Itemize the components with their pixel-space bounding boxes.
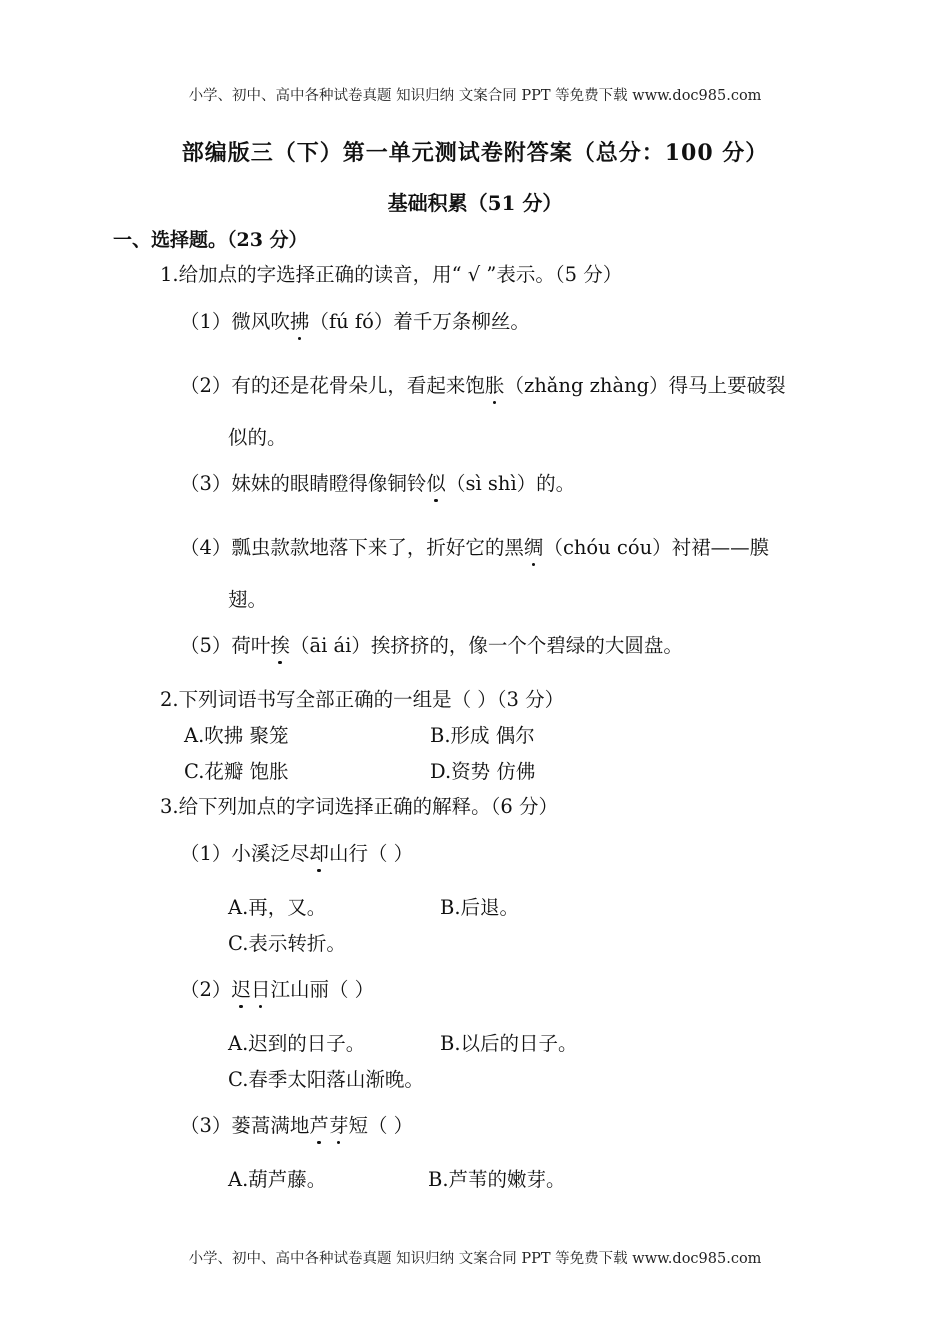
sub-3-option-a: A.葫芦藤。 [228, 1168, 327, 1191]
sub-1-option-b: B.后退。 [440, 896, 520, 919]
question-3-sub-1: （1）小溪泛尽却山行（ ） [180, 842, 414, 865]
dotted-char: 却 [309, 842, 329, 865]
dotted-char: 迟 [231, 978, 251, 1001]
sub-1-option-c: C.表示转折。 [228, 932, 346, 955]
sub-3-option-b: B.芦苇的嫩芽。 [428, 1168, 566, 1191]
dotted-char: 日 [250, 978, 271, 1001]
sub-2-option-a: A.迟到的日子。 [228, 1032, 366, 1055]
question-1-stem: 1.给加点的字选择正确的读音，用“ √ ”表示。（5 分） [160, 263, 623, 286]
sub-1-option-a: A.再，又。 [228, 896, 327, 919]
question-1-item-5: （5）荷叶挨（āi ái）挨挤挤的，像一个个碧绿的大圆盘。 [180, 634, 683, 657]
question-1-item-4-cont: 翅。 [228, 588, 268, 611]
dotted-char: 绸 [523, 536, 544, 559]
section-heading: 一、选择题。（23 分） [113, 229, 308, 251]
dotted-char: 芽 [328, 1114, 349, 1137]
question-1-item-2-cont: 似的。 [228, 426, 287, 449]
question-1-item-4: （4）瓢虫款款地落下来了，折好它的黑绸（chóu cóu）衬裙——膜 [180, 536, 770, 559]
section-subtitle: 基础积累（51 分） [387, 191, 563, 215]
question-3-stem: 3.给下列加点的字词选择正确的解释。（6 分） [160, 795, 558, 818]
option-d: D.资势 仿佛 [430, 760, 536, 783]
question-1-item-1: （1）微风吹拂（fú fó）着千万条柳丝。 [180, 310, 530, 333]
question-2-stem: 2.下列词语书写全部正确的一组是（ ）（3 分） [160, 688, 565, 711]
dotted-char: 似 [426, 472, 446, 495]
question-1-item-2: （2）有的还是花骨朵儿，看起来饱胀（zhǎng zhàng）得马上要破裂 [180, 374, 786, 397]
page-footer: 小学、初中、高中各种试卷真题 知识归纳 文案合同 PPT 等免费下载 www.doc985.com [188, 1251, 762, 1267]
page-header: 小学、初中、高中各种试卷真题 知识归纳 文案合同 PPT 等免费下载 www.doc985.com [188, 88, 762, 104]
sub-2-option-c: C.春季太阳落山渐晚。 [228, 1068, 424, 1091]
question-3-sub-3: （3）蒌蒿满地芦芽短（ ） [180, 1114, 414, 1137]
page-title: 部编版三（下）第一单元测试卷附答案（总分：100 分） [181, 140, 769, 166]
dotted-char: 芦 [309, 1114, 329, 1137]
option-b: B.形成 偶尔 [430, 724, 535, 747]
option-a: A.吹拂 聚笼 [184, 724, 289, 747]
question-1-item-3: （3）妹妹的眼睛瞪得像铜铃似（sì shì）的。 [180, 472, 576, 495]
sub-2-option-b: B.以后的日子。 [440, 1032, 578, 1055]
question-3-sub-2: （2）迟日江山丽（ ） [180, 978, 375, 1001]
option-c: C.花瓣 饱胀 [184, 760, 289, 783]
dotted-char: 挨 [270, 634, 290, 657]
dotted-char: 拂 [289, 310, 310, 333]
dotted-char: 胀 [484, 374, 505, 397]
